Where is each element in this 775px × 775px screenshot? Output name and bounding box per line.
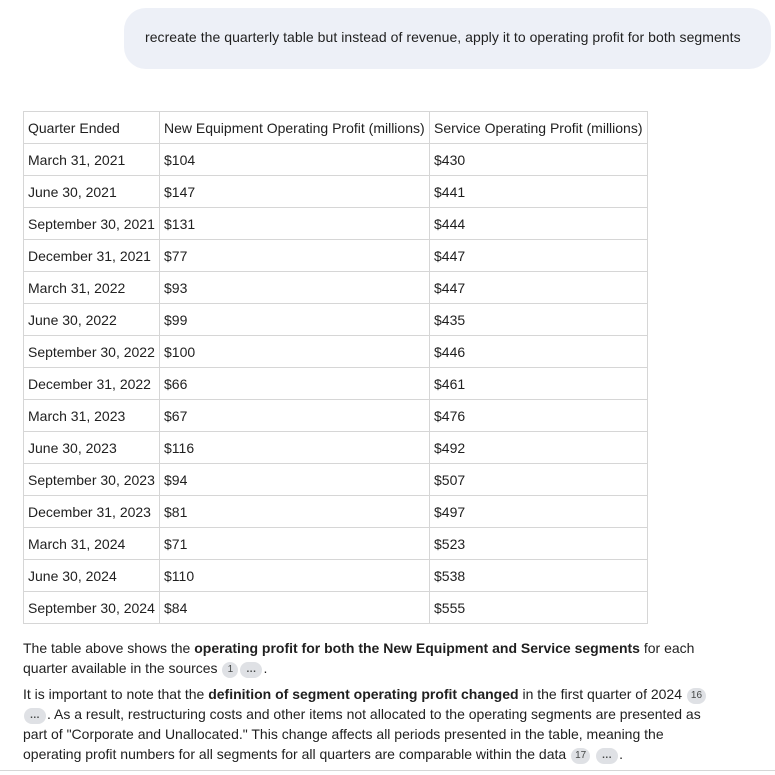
table-row (24, 560, 648, 592)
operating-profit-table (23, 111, 648, 624)
more-citations-chip[interactable]: ... (240, 662, 262, 678)
quarter-cell: March 31, 2022 (24, 272, 160, 304)
service-profit-cell: $507 (430, 464, 648, 496)
table-row (24, 304, 648, 336)
new-equipment-profit-cell: $84 (160, 592, 430, 624)
column-header-quarter: Quarter Ended (24, 112, 160, 144)
table-header-row (24, 112, 648, 144)
quarter-cell: September 30, 2024 (24, 592, 160, 624)
response-bold-text: operating profit for both the New Equipment and Service segments (194, 640, 640, 656)
citation-chip[interactable]: 16 (687, 688, 706, 704)
table-body (24, 144, 648, 624)
citation-chip[interactable]: 17 (571, 748, 590, 764)
new-equipment-profit-cell: $131 (160, 208, 430, 240)
user-message-text: recreate the quarterly table but instead of revenue, apply it to operating profit for both segments (145, 29, 741, 45)
quarter-cell: June 30, 2021 (24, 176, 160, 208)
new-equipment-profit-cell: $67 (160, 400, 430, 432)
service-profit-cell: $447 (430, 272, 648, 304)
new-equipment-profit-cell: $104 (160, 144, 430, 176)
table-row (24, 496, 648, 528)
service-profit-cell: $447 (430, 240, 648, 272)
service-profit-cell: $461 (430, 368, 648, 400)
new-equipment-profit-cell: $66 (160, 368, 430, 400)
service-profit-cell: $476 (430, 400, 648, 432)
quarter-cell: September 30, 2021 (24, 208, 160, 240)
service-profit-cell: $492 (430, 432, 648, 464)
table-row (24, 592, 648, 624)
response-paragraph-1 (23, 638, 723, 678)
divider (0, 770, 775, 771)
table-row (24, 336, 648, 368)
response-text: It is important to note that the (23, 686, 209, 702)
quarter-cell: March 31, 2021 (24, 144, 160, 176)
quarter-cell: June 30, 2022 (24, 304, 160, 336)
service-profit-cell: $441 (430, 176, 648, 208)
table-row (24, 432, 648, 464)
table-row (24, 368, 648, 400)
quarter-cell: March 31, 2024 (24, 528, 160, 560)
service-profit-cell: $523 (430, 528, 648, 560)
new-equipment-profit-cell: $94 (160, 464, 430, 496)
service-profit-cell: $555 (430, 592, 648, 624)
service-profit-cell: $497 (430, 496, 648, 528)
service-profit-cell: $435 (430, 304, 648, 336)
quarter-cell: June 30, 2024 (24, 560, 160, 592)
response-paragraph-2 (23, 684, 723, 764)
assistant-response (23, 638, 723, 770)
new-equipment-profit-cell: $93 (160, 272, 430, 304)
new-equipment-profit-cell: $81 (160, 496, 430, 528)
service-profit-cell: $446 (430, 336, 648, 368)
table-row (24, 400, 648, 432)
more-citations-chip[interactable]: ... (24, 708, 46, 724)
response-text: . As a result, restructuring costs and other items not allocated to the operating segments are presented as part of "Corporate and Unallocated." This change affects all periods presented in the table, meaning the operating profit numbers for all segments for all quarters are comparable within the data (23, 706, 701, 762)
table-row (24, 528, 648, 560)
quarter-cell: December 31, 2021 (24, 240, 160, 272)
response-text: . (619, 746, 623, 762)
new-equipment-profit-cell: $71 (160, 528, 430, 560)
response-text: in the first quarter of 2024 (518, 686, 682, 702)
table-row (24, 208, 648, 240)
new-equipment-profit-cell: $116 (160, 432, 430, 464)
response-bold-text: definition of segment operating profit changed (208, 686, 519, 702)
table-row (24, 144, 648, 176)
table-row (24, 240, 648, 272)
response-text: for each quarter available in the sources (23, 640, 695, 676)
column-header-service: Service Operating Profit (millions) (430, 112, 648, 144)
service-profit-cell: $538 (430, 560, 648, 592)
table-row (24, 176, 648, 208)
column-header-new-equipment: New Equipment Operating Profit (millions) (160, 112, 430, 144)
new-equipment-profit-cell: $100 (160, 336, 430, 368)
quarter-cell: September 30, 2023 (24, 464, 160, 496)
quarter-cell: December 31, 2022 (24, 368, 160, 400)
citation-chip[interactable]: 1 (222, 662, 238, 678)
quarter-cell: December 31, 2023 (24, 496, 160, 528)
response-text: The table above shows the (23, 640, 195, 656)
more-citations-chip[interactable]: ... (596, 748, 618, 764)
user-message-bubble (124, 8, 771, 69)
quarter-cell: March 31, 2023 (24, 400, 160, 432)
service-profit-cell: $444 (430, 208, 648, 240)
quarter-cell: September 30, 2022 (24, 336, 160, 368)
table-row (24, 464, 648, 496)
new-equipment-profit-cell: $77 (160, 240, 430, 272)
service-profit-cell: $430 (430, 144, 648, 176)
new-equipment-profit-cell: $147 (160, 176, 430, 208)
response-text: . (263, 660, 268, 676)
quarter-cell: June 30, 2023 (24, 432, 160, 464)
table-row (24, 272, 648, 304)
new-equipment-profit-cell: $110 (160, 560, 430, 592)
new-equipment-profit-cell: $99 (160, 304, 430, 336)
